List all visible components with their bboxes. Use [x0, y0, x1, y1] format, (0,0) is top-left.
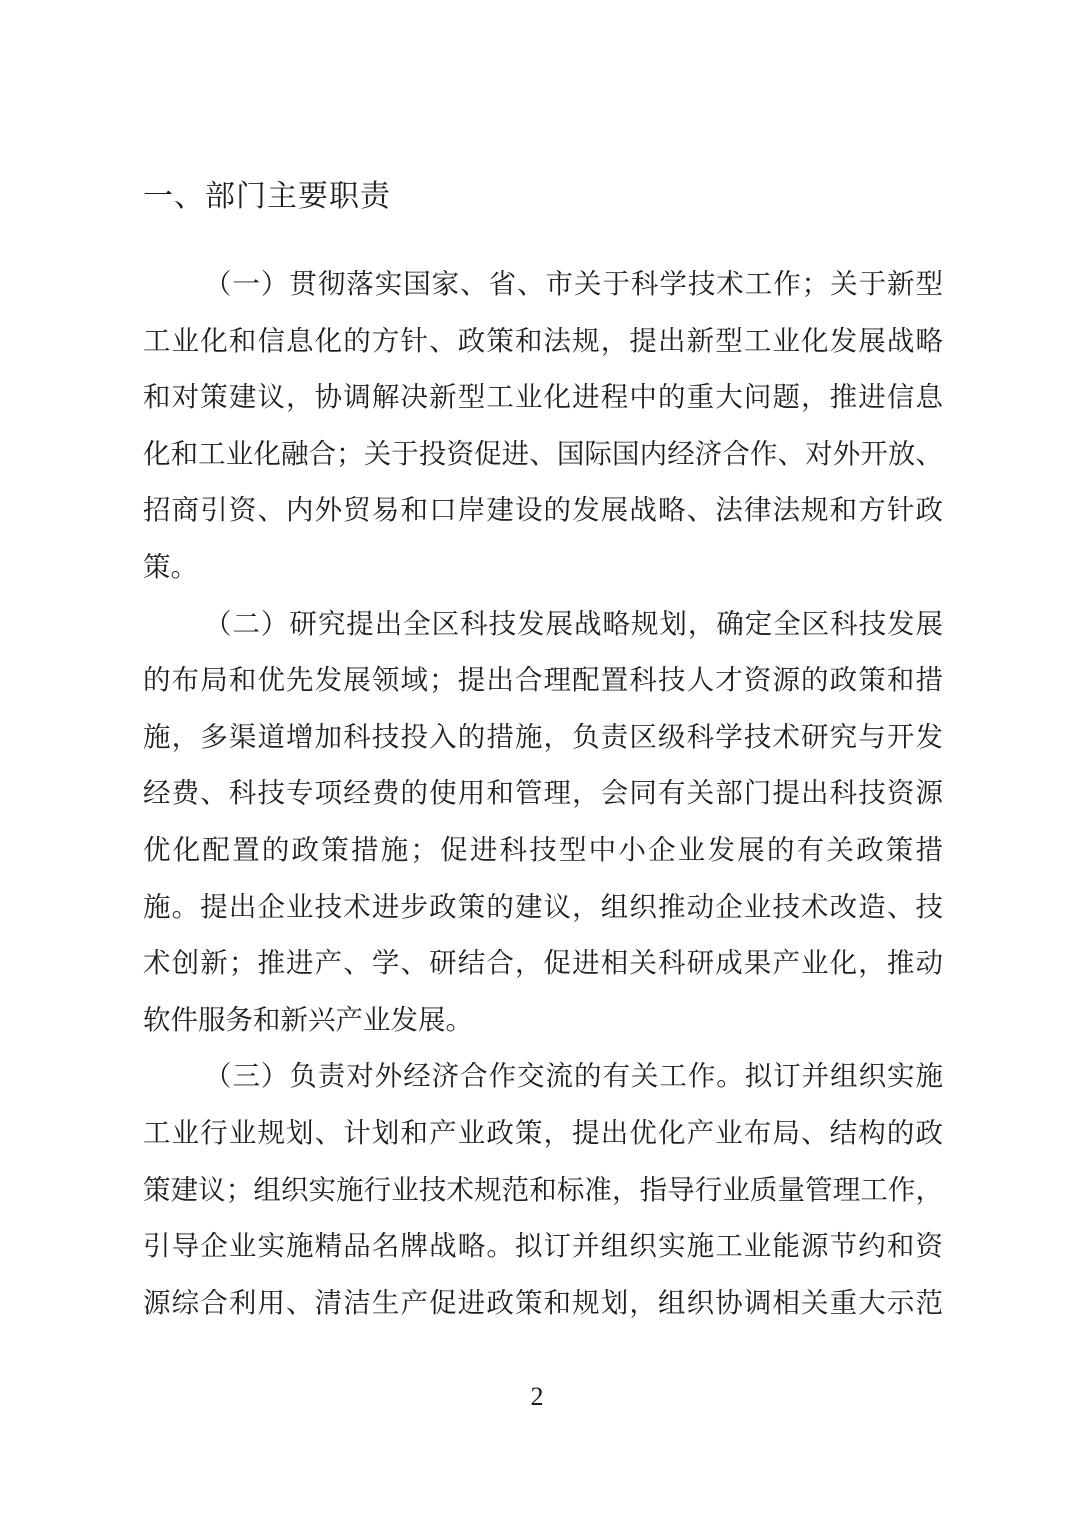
document-body: [143, 256, 943, 1331]
body-line: 引导企业实施精品名牌战略。拟订并组织实施工业能源节约和资: [143, 1230, 943, 1262]
body-line: 和对策建议，协调解决新型工业化进程中的重大问题，推进信息: [143, 381, 943, 413]
body-line: 软件服务和新兴产业发展。: [143, 1003, 473, 1035]
body-line: 施。提出企业技术进步政策的建议，组织推动企业技术改造、技: [143, 890, 943, 922]
body-line: 术创新；推进产、学、研结合，促进相关科研成果产业化，推动: [143, 947, 943, 979]
body-line: 源综合利用、清洁生产促进政策和规划，组织协调相关重大示范: [143, 1286, 943, 1318]
body-line: 化和工业化融合；关于投资促进、国际国内经济合作、对外开放、: [143, 437, 943, 469]
section-heading: 一、部门主要职责: [143, 180, 391, 213]
page-number: 2: [530, 1382, 544, 1411]
body-line: （一）贯彻落实国家、省、市关于科学技术工作；关于新型: [204, 268, 943, 299]
body-line: 工业行业规划、计划和产业政策，提出优化产业布局、结构的政: [143, 1116, 943, 1148]
body-line: 经费、科技专项经费的使用和管理，会同有关部门提出科技资源: [143, 777, 943, 809]
body-line: 施，多渠道增加科技投入的措施，负责区级科学技术研究与开发: [143, 720, 943, 752]
body-line: 工业化和信息化的方针、政策和法规，提出新型工业化发展战略: [143, 324, 943, 356]
body-line: 策建议；组织实施行业技术规范和标准，指导行业质量管理工作，: [143, 1173, 943, 1205]
body-line: 策。: [143, 550, 198, 582]
body-line: 招商引资、内外贸易和口岸建设的发展战略、法律法规和方针政: [143, 494, 943, 526]
body-line: （二）研究提出全区科技发展战略规划，确定全区科技发展: [204, 607, 943, 639]
paragraph-2: [143, 596, 943, 1049]
body-line: 的布局和优先发展领域；提出合理配置科技人才资源的政策和措: [143, 664, 943, 696]
paragraph-1: [143, 256, 943, 596]
body-line: 优化配置的政策措施；促进科技型中小企业发展的有关政策措: [143, 833, 943, 865]
paragraph-3: [143, 1048, 943, 1331]
body-line: （三）负责对外经济合作交流的有关工作。拟订并组织实施: [204, 1060, 943, 1092]
